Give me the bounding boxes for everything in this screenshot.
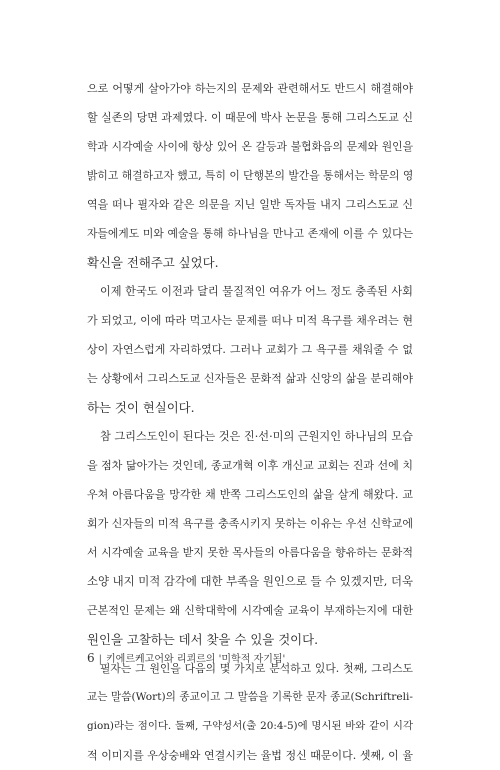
text-line: 근본적인 문제는 왜 신학대학에 시각예술 교육이 부재하는지에 대한 xyxy=(87,604,413,617)
text-line: gion)라는 점이다. 둘째, 구약성서(출 20:4-5)에 명시된 바와 같이 시각 xyxy=(87,720,413,732)
text-line: 는 상황에서 그리스도교 신자들은 문화적 삶과 신앙의 삶을 분리해야 xyxy=(87,372,413,385)
text-line: 이제 한국도 이전과 달리 물질적인 여유가 어느 정도 충족된 사회 xyxy=(100,285,413,298)
text-line: 을 점차 닮아가는 것인데, 종교개혁 이후 개신교 교회는 진과 선에 치 xyxy=(87,459,413,472)
text-line: 참 그리스도인이 된다는 것은 진·선·미의 근원지인 하나님의 모습 xyxy=(100,430,413,443)
running-title: 키에르케고어와 리쾨르의 '미학적 자기됨' xyxy=(106,654,286,665)
text-line: 소양 내지 미적 감각에 대한 부족을 원인으로 들 수 있겠지만, 더욱 xyxy=(87,574,413,588)
text-line: 자들에게도 미와 예술을 통해 하나님을 만나고 존재에 이를 수 있다는 xyxy=(87,227,413,240)
text-line: 역을 떠나 필자와 같은 의문을 지닌 일반 독자들 내지 그리스도교 신 xyxy=(87,198,413,211)
text-line: 적 이미지를 우상숭배와 연결시키는 율법 정신 때문이다. 셋째, 이 율 xyxy=(87,749,413,762)
text-line: 회가 신자들의 미적 욕구를 충족시키지 못하는 이유는 우선 신학교에 xyxy=(87,517,413,530)
text-line: 상이 자연스럽게 자리하였다. 그러나 교회가 그 욕구를 채워줄 수 없 xyxy=(87,343,413,356)
text-line: 원인을 고찰하는 데서 찾을 수 있을 것이다. xyxy=(87,632,319,647)
text-line: 하는 것이 현실이다. xyxy=(87,400,195,415)
text-line: 교는 말씀(Wort)의 종교이고 그 말씀을 기록한 문자 종교(Schriftreli- xyxy=(87,691,413,703)
text-line: 필자는 그 원인을 다음의 몇 가지로 분석하고 있다. 첫째, 그리스도 xyxy=(100,662,413,675)
text-line: 밝히고 해결하고자 했고, 특히 이 단행본의 발간을 통해서는 학문의 영 xyxy=(87,169,414,182)
text-line: 으로 어떻게 살아가야 하는지의 문제와 관련해서도 반드시 해결해야 xyxy=(87,82,413,95)
text-line: 서 시각예술 교육을 받지 못한 목사들의 아름다움을 향유하는 문화적 xyxy=(87,546,413,559)
text-line: 확신을 전해주고 싶었다. xyxy=(87,255,219,270)
footer-separator: | xyxy=(98,654,103,665)
text-line: 학과 시각예술 사이에 항상 있어 온 갈등과 불협화음의 문제와 원인을 xyxy=(87,140,413,153)
page-number: 6 xyxy=(87,651,95,665)
text-line: 할 실존의 당면 과제였다. 이 때문에 박사 논문을 통해 그리스도교 신 xyxy=(87,111,413,124)
page-footer xyxy=(87,650,285,665)
body-text xyxy=(87,74,413,770)
text-line: 가 되었고, 이에 따라 먹고사는 문제를 떠나 미적 욕구를 채우려는 현 xyxy=(87,314,413,327)
text-line: 우쳐 아름다움을 망각한 채 반쪽 그리스도인의 삶을 살게 해왔다. 교 xyxy=(87,488,413,501)
